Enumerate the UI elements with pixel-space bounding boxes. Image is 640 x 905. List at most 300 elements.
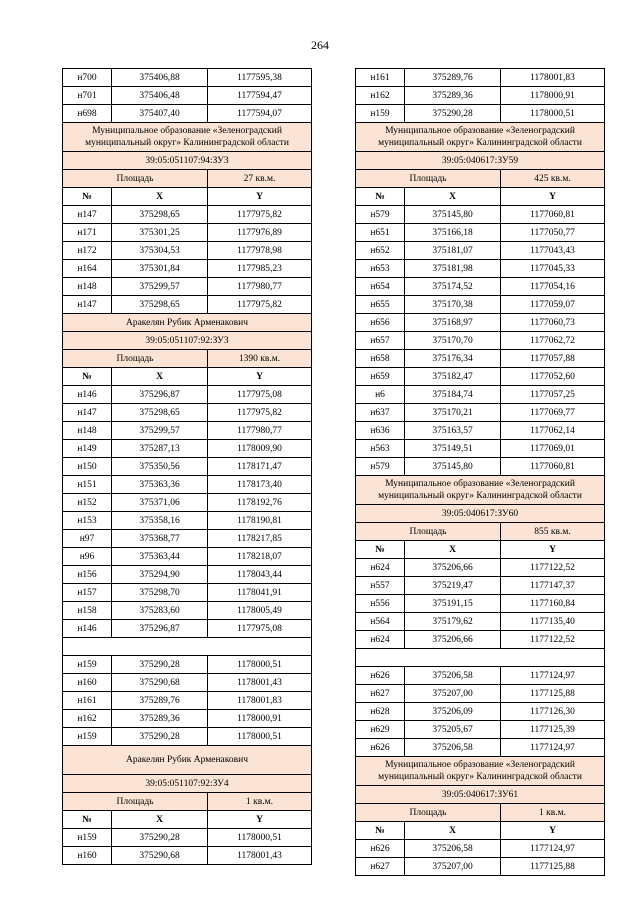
point-id-cell: н629 — [356, 721, 405, 739]
point-id-cell: н153 — [63, 512, 112, 530]
owner-title: Муниципальное образование «Зеленоградский муниципальный округ» Калининградской области — [356, 123, 605, 152]
table-row — [63, 530, 312, 548]
area-row — [63, 170, 312, 188]
cadastral-number-row — [63, 332, 312, 350]
x-coordinate-cell: 375184,74 — [405, 386, 501, 404]
y-coordinate-cell: 1177125,88 — [501, 858, 605, 876]
cadastral-number: 39:05:051107:92:ЗУ4 — [63, 775, 312, 793]
x-coordinate-cell: 375145,80 — [405, 206, 501, 224]
point-id-cell: н579 — [356, 206, 405, 224]
table-row — [356, 559, 605, 577]
x-coordinate-cell: 375407,40 — [112, 105, 208, 123]
x-coordinate-cell: 375298,65 — [112, 404, 208, 422]
table-row — [356, 206, 605, 224]
point-id-cell: н160 — [63, 674, 112, 692]
y-coordinate-cell: 1178001,83 — [501, 69, 605, 87]
area-row — [63, 350, 312, 368]
x-coordinate-cell: 375371,06 — [112, 494, 208, 512]
column-header-row — [356, 822, 605, 840]
point-id-cell: н653 — [356, 260, 405, 278]
area-row — [356, 170, 605, 188]
table-row — [63, 440, 312, 458]
y-coordinate-cell: 1178009,90 — [208, 440, 312, 458]
column-header-y: Y — [501, 541, 605, 559]
area-value: 27 кв.м. — [208, 170, 312, 188]
column-header-row — [356, 541, 605, 559]
owner-title-row — [63, 123, 312, 152]
x-coordinate-cell: 375181,07 — [405, 242, 501, 260]
table-row — [356, 840, 605, 858]
table-row — [356, 577, 605, 595]
x-coordinate-cell: 375363,36 — [112, 476, 208, 494]
x-coordinate-cell: 375299,57 — [112, 278, 208, 296]
table-row — [63, 404, 312, 422]
point-id-cell: н636 — [356, 422, 405, 440]
area-label: Площадь — [63, 350, 208, 368]
table-row — [356, 631, 605, 649]
point-id-cell: н579 — [356, 458, 405, 476]
cadastral-number-row — [63, 152, 312, 170]
y-coordinate-cell: 1177985,23 — [208, 260, 312, 278]
y-coordinate-cell: 1177124,97 — [501, 739, 605, 757]
column-header-x: X — [405, 541, 501, 559]
point-id-cell: н624 — [356, 559, 405, 577]
area-row — [356, 804, 605, 822]
y-coordinate-cell: 1177052,60 — [501, 368, 605, 386]
column-header-number: № — [356, 822, 405, 840]
column-header-y: Y — [501, 188, 605, 206]
y-coordinate-cell: 1177045,33 — [501, 260, 605, 278]
y-coordinate-cell: 1178043,44 — [208, 566, 312, 584]
x-coordinate-cell: 375298,65 — [112, 296, 208, 314]
y-coordinate-cell: 1178000,91 — [501, 87, 605, 105]
table-row — [63, 512, 312, 530]
table-row — [356, 739, 605, 757]
point-id-cell: н701 — [63, 87, 112, 105]
point-id-cell: н146 — [63, 620, 112, 638]
column-header-number: № — [63, 368, 112, 386]
y-coordinate-cell: 1177060,81 — [501, 206, 605, 224]
point-id-cell: н6 — [356, 386, 405, 404]
x-coordinate-cell: 375283,60 — [112, 602, 208, 620]
table-row — [356, 404, 605, 422]
table-row — [356, 224, 605, 242]
y-coordinate-cell: 1177062,14 — [501, 422, 605, 440]
y-coordinate-cell: 1177980,77 — [208, 422, 312, 440]
y-coordinate-cell: 1177124,97 — [501, 840, 605, 858]
y-coordinate-cell: 1177975,08 — [208, 620, 312, 638]
column-header-row — [356, 188, 605, 206]
owner-title-row — [63, 314, 312, 332]
column-header-row — [63, 368, 312, 386]
column-header-row — [63, 811, 312, 829]
column-header-number: № — [63, 188, 112, 206]
x-coordinate-cell: 375206,58 — [405, 840, 501, 858]
area-row — [356, 523, 605, 541]
y-coordinate-cell: 1177147,37 — [501, 577, 605, 595]
y-coordinate-cell: 1177975,82 — [208, 404, 312, 422]
x-coordinate-cell: 375358,16 — [112, 512, 208, 530]
point-id-cell: н563 — [356, 440, 405, 458]
table-row — [63, 847, 312, 865]
owner-title: Муниципальное образование «Зеленоградский муниципальный округ» Калининградской области — [356, 757, 605, 786]
point-id-cell: н147 — [63, 296, 112, 314]
column-header-x: X — [405, 188, 501, 206]
y-coordinate-cell: 1177975,82 — [208, 206, 312, 224]
x-coordinate-cell: 375290,68 — [112, 674, 208, 692]
y-coordinate-cell: 1177980,77 — [208, 278, 312, 296]
point-id-cell: н657 — [356, 332, 405, 350]
point-id-cell: н161 — [63, 692, 112, 710]
x-coordinate-cell: 375350,56 — [112, 458, 208, 476]
area-row — [63, 793, 312, 811]
y-coordinate-cell: 1177135,40 — [501, 613, 605, 631]
cadastral-number-row — [356, 786, 605, 804]
table-row — [63, 692, 312, 710]
table-row — [356, 314, 605, 332]
point-id-cell: н627 — [356, 858, 405, 876]
x-coordinate-cell: 375191,15 — [405, 595, 501, 613]
cadastral-number: 39:05:040617:ЗУ61 — [356, 786, 605, 804]
area-value: 1390 кв.м. — [208, 350, 312, 368]
x-coordinate-cell: 375219,47 — [405, 577, 501, 595]
point-id-cell: н556 — [356, 595, 405, 613]
x-coordinate-cell: 375168,97 — [405, 314, 501, 332]
table-row — [63, 69, 312, 87]
x-coordinate-cell: 375149,51 — [405, 440, 501, 458]
owner-title: Аракелян Рубик Арменакович — [63, 314, 312, 332]
table-row — [63, 458, 312, 476]
x-coordinate-cell: 375206,66 — [405, 631, 501, 649]
owner-title-row — [356, 123, 605, 152]
y-coordinate-cell: 1178041,91 — [208, 584, 312, 602]
separator-row — [356, 649, 605, 667]
table-row — [356, 703, 605, 721]
y-coordinate-cell: 1177978,98 — [208, 242, 312, 260]
y-coordinate-cell: 1177595,38 — [208, 69, 312, 87]
y-coordinate-cell: 1178190,81 — [208, 512, 312, 530]
table-row — [63, 422, 312, 440]
point-id-cell: н150 — [63, 458, 112, 476]
table-row — [356, 332, 605, 350]
point-id-cell: н152 — [63, 494, 112, 512]
point-id-cell: н149 — [63, 440, 112, 458]
y-coordinate-cell: 1177059,07 — [501, 296, 605, 314]
point-id-cell: н658 — [356, 350, 405, 368]
table-row — [356, 685, 605, 703]
area-value: 425 кв.м. — [501, 170, 605, 188]
x-coordinate-cell: 375170,21 — [405, 404, 501, 422]
x-coordinate-cell: 375181,98 — [405, 260, 501, 278]
area-label: Площадь — [356, 170, 501, 188]
point-id-cell: н147 — [63, 206, 112, 224]
column-header-x: X — [405, 822, 501, 840]
x-coordinate-cell: 375179,62 — [405, 613, 501, 631]
x-coordinate-cell: 375406,48 — [112, 87, 208, 105]
y-coordinate-cell: 1178217,85 — [208, 530, 312, 548]
column-header-y: Y — [208, 188, 312, 206]
area-label: Площадь — [356, 804, 501, 822]
table-row — [356, 87, 605, 105]
table-row — [63, 656, 312, 674]
owner-title: Аракелян Рубик Арменакович — [63, 746, 312, 775]
x-coordinate-cell: 375298,65 — [112, 206, 208, 224]
table-row — [63, 548, 312, 566]
y-coordinate-cell: 1177125,88 — [501, 685, 605, 703]
table-row — [356, 242, 605, 260]
column-header-row — [63, 188, 312, 206]
owner-title-row — [356, 757, 605, 786]
x-coordinate-cell: 375299,57 — [112, 422, 208, 440]
x-coordinate-cell: 375289,36 — [112, 710, 208, 728]
x-coordinate-cell: 375294,90 — [112, 566, 208, 584]
point-id-cell: н159 — [356, 105, 405, 123]
column-header-x: X — [112, 188, 208, 206]
point-id-cell: н159 — [63, 829, 112, 847]
x-coordinate-cell: 375207,00 — [405, 858, 501, 876]
y-coordinate-cell: 1178000,51 — [208, 829, 312, 847]
y-coordinate-cell: 1177976,89 — [208, 224, 312, 242]
area-value: 855 кв.м. — [501, 523, 605, 541]
point-id-cell: н146 — [63, 386, 112, 404]
column-header-y: Y — [208, 368, 312, 386]
owner-title-row — [356, 476, 605, 505]
x-coordinate-cell: 375206,58 — [405, 739, 501, 757]
y-coordinate-cell: 1177060,81 — [501, 458, 605, 476]
table-row — [63, 87, 312, 105]
y-coordinate-cell: 1178000,51 — [208, 728, 312, 746]
x-coordinate-cell: 375301,25 — [112, 224, 208, 242]
table-row — [63, 105, 312, 123]
point-id-cell: н652 — [356, 242, 405, 260]
point-id-cell: н651 — [356, 224, 405, 242]
point-id-cell: н698 — [63, 105, 112, 123]
x-coordinate-cell: 375363,44 — [112, 548, 208, 566]
point-id-cell: н626 — [356, 739, 405, 757]
table-row — [63, 224, 312, 242]
table-row — [63, 494, 312, 512]
point-id-cell: н557 — [356, 577, 405, 595]
point-id-cell: н151 — [63, 476, 112, 494]
x-coordinate-cell: 375298,70 — [112, 584, 208, 602]
table-row — [356, 595, 605, 613]
point-id-cell: н97 — [63, 530, 112, 548]
x-coordinate-cell: 375206,66 — [405, 559, 501, 577]
y-coordinate-cell: 1177122,52 — [501, 631, 605, 649]
area-label: Площадь — [63, 793, 208, 811]
y-coordinate-cell: 1177060,73 — [501, 314, 605, 332]
y-coordinate-cell: 1177124,97 — [501, 667, 605, 685]
area-value: 1 кв.м. — [501, 804, 605, 822]
table-row — [356, 278, 605, 296]
y-coordinate-cell: 1177050,77 — [501, 224, 605, 242]
table-row — [63, 476, 312, 494]
y-coordinate-cell: 1177057,25 — [501, 386, 605, 404]
y-coordinate-cell: 1177126,30 — [501, 703, 605, 721]
table-row — [63, 728, 312, 746]
y-coordinate-cell: 1178218,07 — [208, 548, 312, 566]
cadastral-number-row — [356, 152, 605, 170]
column-header-y: Y — [208, 811, 312, 829]
y-coordinate-cell: 1177054,16 — [501, 278, 605, 296]
point-id-cell: н626 — [356, 667, 405, 685]
point-id-cell: н628 — [356, 703, 405, 721]
area-label: Площадь — [63, 170, 208, 188]
right-coordinates-table — [355, 68, 605, 876]
x-coordinate-cell: 375205,67 — [405, 721, 501, 739]
cadastral-number: 39:05:051107:94:ЗУ3 — [63, 152, 312, 170]
point-id-cell: н158 — [63, 602, 112, 620]
table-row — [63, 386, 312, 404]
table-row — [356, 613, 605, 631]
table-row — [356, 440, 605, 458]
point-id-cell: н148 — [63, 278, 112, 296]
area-value: 1 кв.м. — [208, 793, 312, 811]
point-id-cell: н172 — [63, 242, 112, 260]
x-coordinate-cell: 375290,68 — [112, 847, 208, 865]
x-coordinate-cell: 375290,28 — [405, 105, 501, 123]
empty-cell — [356, 649, 605, 667]
y-coordinate-cell: 1177125,39 — [501, 721, 605, 739]
column-header-y: Y — [501, 822, 605, 840]
y-coordinate-cell: 1177975,82 — [208, 296, 312, 314]
y-coordinate-cell: 1178005,49 — [208, 602, 312, 620]
table-row — [356, 721, 605, 739]
cadastral-number: 39:05:051107:92:ЗУ3 — [63, 332, 312, 350]
owner-title: Муниципальное образование «Зеленоградский муниципальный округ» Калининградской области — [63, 123, 312, 152]
column-header-number: № — [356, 188, 405, 206]
point-id-cell: н147 — [63, 404, 112, 422]
point-id-cell: н656 — [356, 314, 405, 332]
point-id-cell: н148 — [63, 422, 112, 440]
x-coordinate-cell: 375166,18 — [405, 224, 501, 242]
x-coordinate-cell: 375290,28 — [112, 728, 208, 746]
x-coordinate-cell: 375176,34 — [405, 350, 501, 368]
y-coordinate-cell: 1178171,47 — [208, 458, 312, 476]
column-header-x: X — [112, 368, 208, 386]
y-coordinate-cell: 1177069,01 — [501, 440, 605, 458]
y-coordinate-cell: 1177057,88 — [501, 350, 605, 368]
table-row — [63, 206, 312, 224]
point-id-cell: н162 — [356, 87, 405, 105]
x-coordinate-cell: 375301,84 — [112, 260, 208, 278]
x-coordinate-cell: 375182,47 — [405, 368, 501, 386]
owner-title-row — [63, 746, 312, 775]
point-id-cell: н160 — [63, 847, 112, 865]
x-coordinate-cell: 375289,76 — [112, 692, 208, 710]
table-row — [356, 69, 605, 87]
column-header-number: № — [356, 541, 405, 559]
point-id-cell: н654 — [356, 278, 405, 296]
point-id-cell: н659 — [356, 368, 405, 386]
point-id-cell: н96 — [63, 548, 112, 566]
table-row — [63, 566, 312, 584]
y-coordinate-cell: 1177594,07 — [208, 105, 312, 123]
table-row — [63, 278, 312, 296]
point-id-cell: н171 — [63, 224, 112, 242]
point-id-cell: н157 — [63, 584, 112, 602]
table-row — [63, 602, 312, 620]
y-coordinate-cell: 1177043,43 — [501, 242, 605, 260]
x-coordinate-cell: 375368,77 — [112, 530, 208, 548]
table-row — [63, 620, 312, 638]
y-coordinate-cell: 1177069,77 — [501, 404, 605, 422]
cadastral-number: 39:05:040617:ЗУ60 — [356, 505, 605, 523]
y-coordinate-cell: 1177062,72 — [501, 332, 605, 350]
point-id-cell: н655 — [356, 296, 405, 314]
x-coordinate-cell: 375206,09 — [405, 703, 501, 721]
column-header-x: X — [112, 811, 208, 829]
table-row — [63, 829, 312, 847]
cadastral-number-row — [356, 505, 605, 523]
table-row — [356, 386, 605, 404]
x-coordinate-cell: 375170,70 — [405, 332, 501, 350]
y-coordinate-cell: 1177122,52 — [501, 559, 605, 577]
table-row — [356, 368, 605, 386]
point-id-cell: н161 — [356, 69, 405, 87]
x-coordinate-cell: 375406,88 — [112, 69, 208, 87]
table-row — [356, 858, 605, 876]
y-coordinate-cell: 1178001,43 — [208, 674, 312, 692]
x-coordinate-cell: 375287,13 — [112, 440, 208, 458]
x-coordinate-cell: 375290,28 — [112, 829, 208, 847]
point-id-cell: н159 — [63, 656, 112, 674]
x-coordinate-cell: 375304,53 — [112, 242, 208, 260]
table-row — [356, 422, 605, 440]
area-label: Площадь — [356, 523, 501, 541]
page-number: 264 — [311, 38, 329, 52]
table-row — [356, 296, 605, 314]
table-row — [356, 458, 605, 476]
x-coordinate-cell: 375289,36 — [405, 87, 501, 105]
x-coordinate-cell: 375170,38 — [405, 296, 501, 314]
y-coordinate-cell: 1177975,08 — [208, 386, 312, 404]
point-id-cell: н162 — [63, 710, 112, 728]
point-id-cell: н626 — [356, 840, 405, 858]
cadastral-number-row — [63, 775, 312, 793]
table-row — [63, 242, 312, 260]
point-id-cell: н637 — [356, 404, 405, 422]
point-id-cell: н164 — [63, 260, 112, 278]
x-coordinate-cell: 375296,87 — [112, 620, 208, 638]
y-coordinate-cell: 1178173,40 — [208, 476, 312, 494]
y-coordinate-cell: 1178192,76 — [208, 494, 312, 512]
table-row — [356, 350, 605, 368]
point-id-cell: н627 — [356, 685, 405, 703]
x-coordinate-cell: 375290,28 — [112, 656, 208, 674]
y-coordinate-cell: 1178001,43 — [208, 847, 312, 865]
table-row — [63, 674, 312, 692]
y-coordinate-cell: 1178001,83 — [208, 692, 312, 710]
x-coordinate-cell: 375206,58 — [405, 667, 501, 685]
column-header-number: № — [63, 811, 112, 829]
y-coordinate-cell: 1178000,51 — [208, 656, 312, 674]
point-id-cell: н700 — [63, 69, 112, 87]
x-coordinate-cell: 375163,57 — [405, 422, 501, 440]
table-row — [63, 260, 312, 278]
x-coordinate-cell: 375289,76 — [405, 69, 501, 87]
table-row — [63, 710, 312, 728]
separator-row — [63, 638, 312, 656]
y-coordinate-cell: 1177594,47 — [208, 87, 312, 105]
table-row — [63, 296, 312, 314]
x-coordinate-cell: 375296,87 — [112, 386, 208, 404]
table-row — [356, 667, 605, 685]
point-id-cell: н156 — [63, 566, 112, 584]
y-coordinate-cell: 1177160,84 — [501, 595, 605, 613]
left-coordinates-table — [62, 68, 312, 865]
point-id-cell: н624 — [356, 631, 405, 649]
